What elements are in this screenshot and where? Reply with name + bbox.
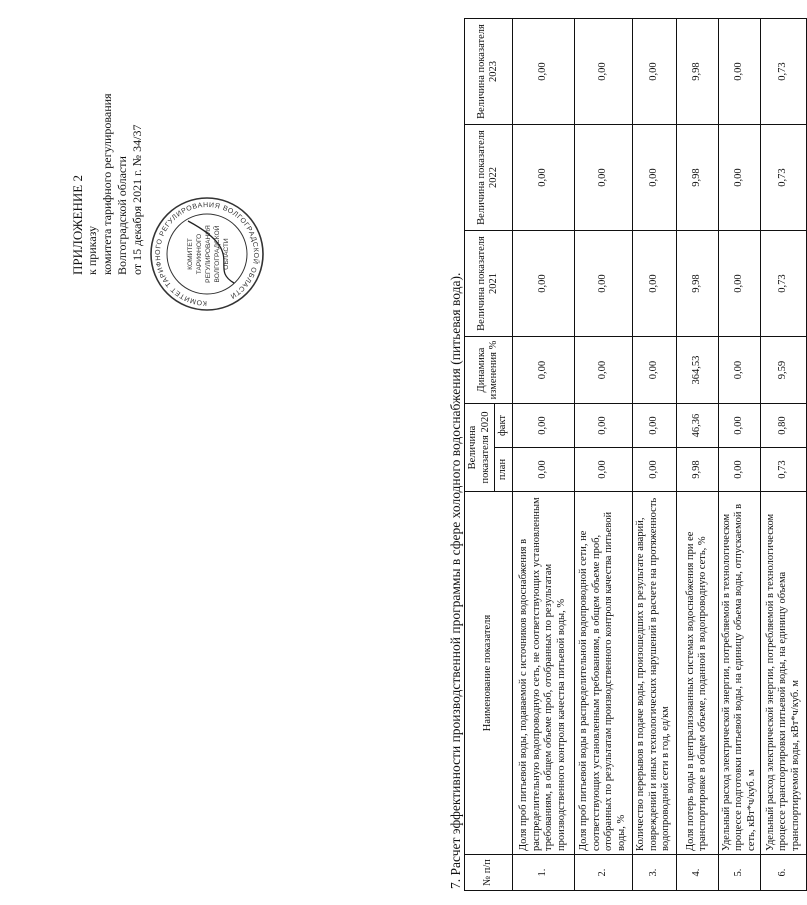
cell-plan: 0,00 bbox=[632, 448, 676, 492]
header-dynamics: Динамика изменения % bbox=[465, 337, 513, 404]
table-row bbox=[761, 19, 807, 891]
stamp-line: ТАРИФНОГО bbox=[196, 233, 203, 275]
cell-fact: 0,00 bbox=[632, 404, 676, 448]
row-num: 3. bbox=[632, 855, 676, 891]
cell-plan: 0,00 bbox=[718, 448, 761, 492]
cell-value-2021: 0,00 bbox=[632, 231, 676, 337]
cell-fact: 0,00 bbox=[512, 404, 574, 448]
cell-value-2022: 0,00 bbox=[512, 125, 574, 231]
stamp-line: РЕГУЛИРОВАНИЯ bbox=[205, 225, 212, 283]
cell-value-2023: 0,00 bbox=[718, 19, 761, 125]
cell-dynamics: 0,00 bbox=[718, 337, 761, 404]
cell-value-2023: 0,00 bbox=[632, 19, 676, 125]
row-name: Доля потерь воды в централизованных системах водоснабжения при ее транспортировке в общем объеме, поданной в водопроводную сеть, % bbox=[676, 492, 718, 855]
cell-value-2023: 0,00 bbox=[512, 19, 574, 125]
table-header-row bbox=[465, 19, 495, 891]
header-value-2021: Величина показателя 2021 bbox=[465, 231, 513, 337]
row-name: Количество перерывов в подаче воды, произошедших в результате аварий, повреждений и иных технологических нарушений в расчете на протяженность водопроводной сети в год, ед/км bbox=[632, 492, 676, 855]
cell-value-2021: 0,00 bbox=[718, 231, 761, 337]
cell-plan: 0,00 bbox=[512, 448, 574, 492]
table-row bbox=[632, 19, 676, 891]
cell-value-2022: 0,73 bbox=[761, 125, 807, 231]
table-row bbox=[512, 19, 574, 891]
cell-value-2023: 0,00 bbox=[574, 19, 632, 125]
cell-plan: 0,00 bbox=[574, 448, 632, 492]
appendix-line-2: комитета тарифного регулирования bbox=[100, 93, 114, 275]
row-name: Доля проб питьевой воды, подаваемой с источников водоснабжения в распределительную водопроводную сеть, не соответствующих установленным требованиям, в общем объеме проб, отобранных по результатам производственного контроля качества питьевой воды, % bbox=[512, 492, 574, 855]
header-fact: факт bbox=[495, 404, 513, 448]
cell-value-2021: 0,00 bbox=[574, 231, 632, 337]
row-num: 1. bbox=[512, 855, 574, 891]
cell-plan: 0,73 bbox=[761, 448, 807, 492]
appendix-line-4: от 15 декабря 2021 г. № 34/37 bbox=[130, 124, 144, 275]
appendix-title: ПРИЛОЖЕНИЕ 2 bbox=[70, 175, 85, 275]
stamp-line: ОБЛАСТИ bbox=[223, 238, 230, 270]
header-value-2023: Величина показателя 2023 bbox=[465, 19, 513, 125]
cell-plan: 9,98 bbox=[676, 448, 718, 492]
row-num: 2. bbox=[574, 855, 632, 891]
header-value-2022: Величина показателя 2022 bbox=[465, 125, 513, 231]
cell-value-2022: 9,98 bbox=[676, 125, 718, 231]
cell-dynamics: 364,53 bbox=[676, 337, 718, 404]
official-stamp bbox=[148, 195, 266, 313]
cell-dynamics: 0,00 bbox=[512, 337, 574, 404]
cell-value-2022: 0,00 bbox=[574, 125, 632, 231]
header-value-2020: Величина показателя 2020 bbox=[465, 404, 495, 492]
cell-value-2023: 9,98 bbox=[676, 19, 718, 125]
row-num: 4. bbox=[676, 855, 718, 891]
table-row bbox=[676, 19, 718, 891]
appendix-line-1: к приказу bbox=[85, 225, 99, 275]
cell-value-2023: 0,73 bbox=[761, 19, 807, 125]
cell-dynamics: 0,00 bbox=[574, 337, 632, 404]
appendix-header bbox=[70, 15, 145, 275]
row-num: 6. bbox=[761, 855, 807, 891]
table-row bbox=[574, 19, 632, 891]
cell-fact: 0,00 bbox=[718, 404, 761, 448]
appendix-line-3: Волгоградской области bbox=[115, 156, 129, 275]
cell-value-2022: 0,00 bbox=[632, 125, 676, 231]
cell-fact: 46,36 bbox=[676, 404, 718, 448]
cell-dynamics: 0,00 bbox=[632, 337, 676, 404]
cell-fact: 0,00 bbox=[574, 404, 632, 448]
section-caption: 7. Расчет эффективности производственной программы в сфере холодного водоснабжения (питьевая вода). bbox=[448, 272, 463, 889]
cell-value-2022: 0,00 bbox=[718, 125, 761, 231]
table-row bbox=[718, 19, 761, 891]
header-plan: план bbox=[495, 448, 513, 492]
cell-dynamics: 9,59 bbox=[761, 337, 807, 404]
row-name: Доля проб питьевой воды в распределительной водопроводной сети, не соответствующих установленным требованиям, в общем объеме проб, отобранных по результатам производственного контроля качества питьевой воды, % bbox=[574, 492, 632, 855]
header-name: Наименование показателя bbox=[465, 492, 513, 855]
cell-value-2021: 0,00 bbox=[512, 231, 574, 337]
row-name: Удельный расход электрической энергии, потребляемой в технологическом процессе транспортировки питьевой воды, на единицу объема транспортируемой воды, кВт*ч/куб. м bbox=[761, 492, 807, 855]
header-num: № п/п bbox=[465, 855, 513, 891]
efficiency-table bbox=[464, 18, 807, 891]
stamp-line: ВОЛГОГРАДСКОЙ bbox=[214, 225, 221, 283]
cell-value-2021: 9,98 bbox=[676, 231, 718, 337]
cell-value-2021: 0,73 bbox=[761, 231, 807, 337]
cell-fact: 0,80 bbox=[761, 404, 807, 448]
stamp-ring-text: КОМИТЕТ ТАРИФНОГО РЕГУЛИРОВАНИЯ ВОЛГОГРАДСКОЙ ОБЛАСТИ bbox=[154, 201, 260, 307]
stamp-line: КОМИТЕТ bbox=[187, 238, 194, 270]
row-num: 5. bbox=[718, 855, 761, 891]
row-name: Удельный расход электрической энергии, потребляемой в технологическом процессе подготовки питьевой воды, на единицу объема воды, отпускаемой в сеть, кВт*ч/куб. м bbox=[718, 492, 761, 855]
